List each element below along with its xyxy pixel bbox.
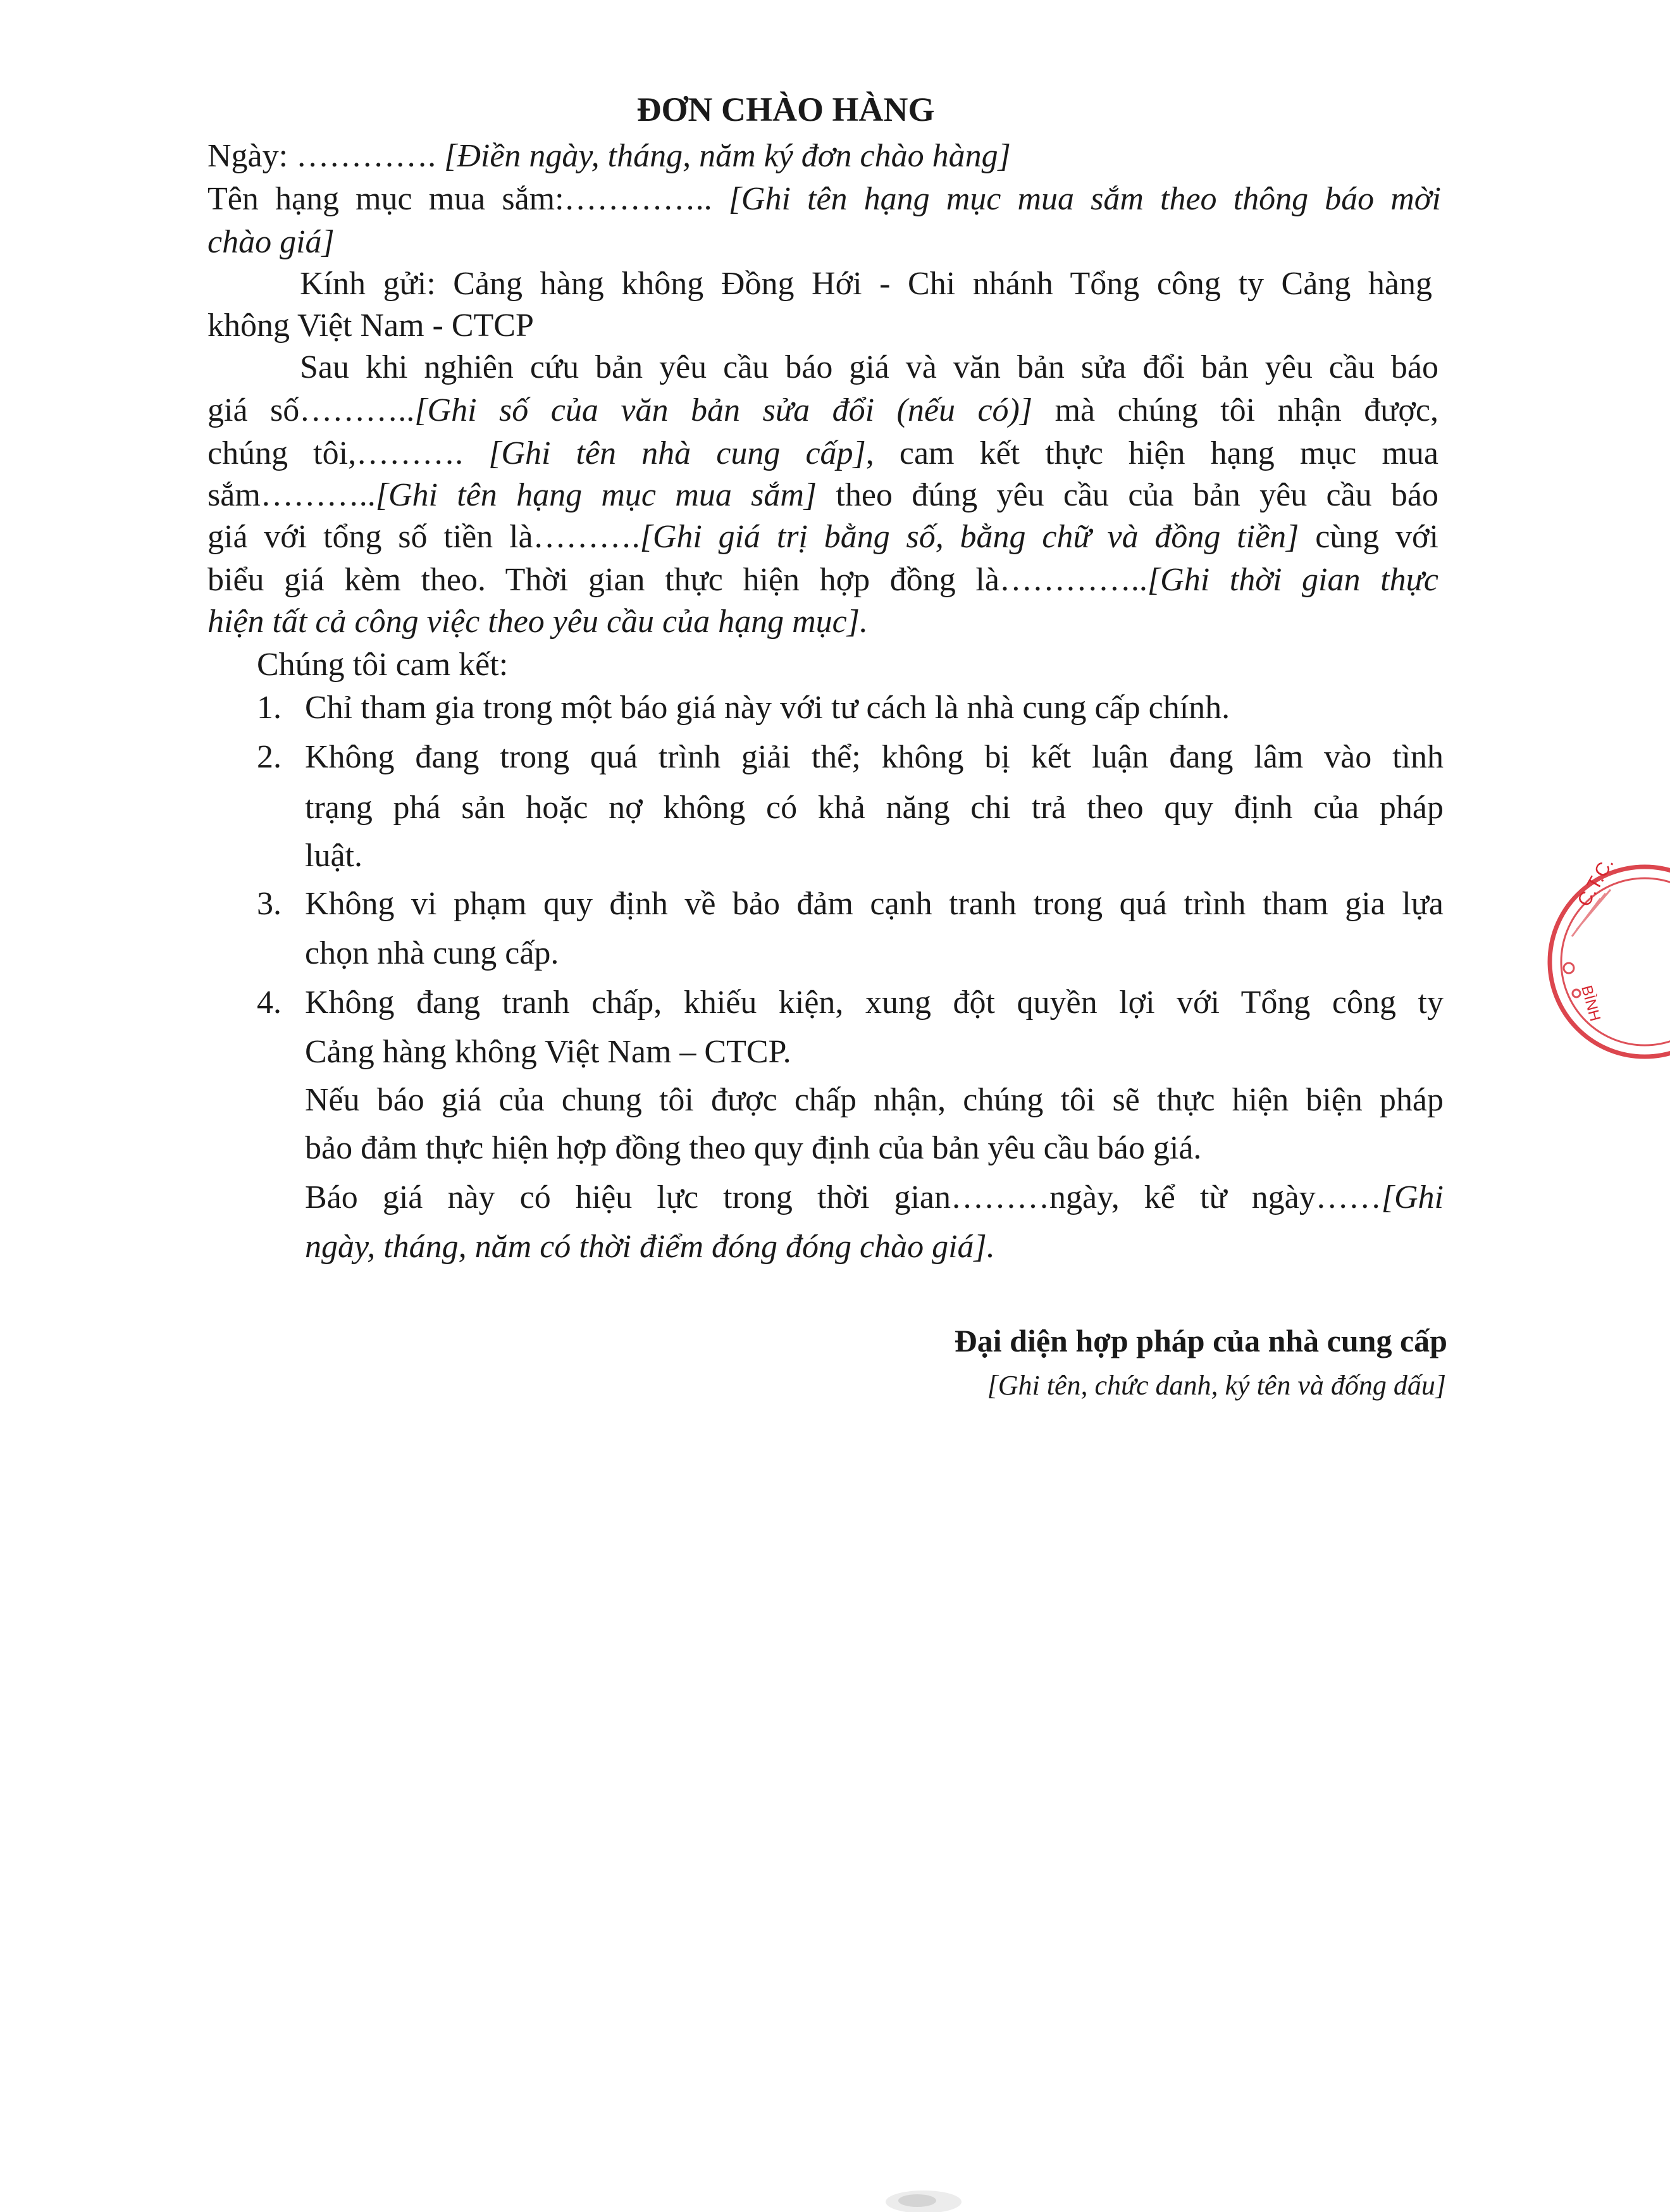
commit-2-line-1: Không đang trong quá trình giải thể; không bị kết luận đang lâm vào tình (305, 739, 1444, 775)
commit-2-line-2: trạng phá sản hoặc nợ không có khả năng chi trả theo quy định của pháp (305, 790, 1444, 826)
item-note-cont: chào giá] (207, 224, 335, 260)
amendment-note: [Ghi số của văn bản sửa đổi (nếu có)] (414, 392, 1033, 428)
commit-3-line-1: Không vi phạm quy định về bảo đảm cạnh tranh trong quá trình tham gia lựa (305, 886, 1444, 922)
guarantee-line-1: Nếu báo giá của chung tôi được chấp nhận, chúng tôi sẽ thực hiện biện pháp (305, 1082, 1444, 1118)
item-note: [Ghi tên hạng mục mua sắm theo thông báo mời (728, 181, 1442, 217)
supplier-note: [Ghi tên nhà cung cấp] (488, 435, 866, 471)
body-line-3: chúng tôi,………. [Ghi tên nhà cung cấp], cam kết thực hiện hạng mục mua (207, 435, 1438, 471)
commit-number-2: 2. (257, 739, 281, 775)
commit-1-line-1: Chỉ tham gia trong một báo giá này với tư cách là nhà cung cấp chính. (305, 690, 1230, 726)
body-line-4: sắm………..[Ghi tên hạng mục mua sắm] theo đúng yêu cầu của bản yêu cầu báo (207, 477, 1439, 513)
validity-line-2: ngày, tháng, năm có thời điểm đóng đóng chào giá]. (305, 1229, 995, 1265)
scan-smudge (873, 2164, 974, 2212)
commit-number-3: 3. (257, 886, 281, 922)
date-note: [Điền ngày, tháng, năm ký đơn chào hàng] (444, 138, 1011, 174)
item-line-1 (207, 178, 1441, 220)
body-line-7: hiện tất cả công việc theo yêu cầu của hạng mục]. (207, 604, 868, 640)
procurement-item-note: [Ghi tên hạng mục mua sắm] (375, 477, 817, 513)
signature-note: [Ghi tên, chức danh, ký tên và đống dấu] (987, 1370, 1446, 1401)
body-line-2: giá số………..[Ghi số của văn bản sửa đổi (nếu có)] mà chúng tôi nhận được, (207, 392, 1438, 428)
body-line-1: Sau khi nghiên cứu bản yêu cầu báo giá và văn bản sửa đổi bản yêu cầu báo (300, 349, 1438, 385)
commit-number-4: 4. (257, 985, 281, 1021)
document-title: ĐƠN CHÀO HÀNG (636, 90, 935, 128)
body-line-5: giá với tổng số tiền là……….[Ghi giá trị bằng số, bằng chữ và đồng tiền] cùng với (207, 519, 1438, 555)
recipient-line-1: Kính gửi: Cảng hàng không Đồng Hới - Chi nhánh Tổng công ty Cảng hàng (300, 266, 1432, 302)
signature-title: Đại diện hợp pháp của nhà cung cấp (954, 1323, 1447, 1358)
guarantee-line-2: bảo đảm thực hiện hợp đồng theo quy định của bản yêu cầu báo giá. (305, 1130, 1202, 1166)
price-note: [Ghi giá trị bằng số, bằng chữ và đồng tiền] (640, 519, 1299, 555)
company-seal-icon (1518, 854, 1670, 1063)
body-line-6: biểu giá kèm theo. Thời gian thực hiện hợp đồng là…………..[Ghi thời gian thực (207, 562, 1439, 598)
svg-text:BÌNH: BÌNH (1578, 983, 1604, 1023)
duration-note: [Ghi thời gian thực (1147, 562, 1439, 598)
item-label: Tên hạng mục mua sắm:………….. (207, 181, 712, 217)
commit-number-1: 1. (257, 690, 281, 726)
commit-4-line-2: Cảng hàng không Việt Nam – CTCP. (305, 1034, 791, 1070)
commit-2-line-3: luật. (305, 838, 362, 874)
commit-3-line-2: chọn nhà cung cấp. (305, 935, 559, 971)
date-line (207, 135, 1011, 177)
recipient-line-2: không Việt Nam - CTCP (207, 308, 534, 344)
commit-4-line-1: Không đang tranh chấp, khiếu kiện, xung đột quyền lợi với Tổng công ty (305, 985, 1444, 1021)
validity-line-1: Báo giá này có hiệu lực trong thời gian………ngày, kể từ ngày……[Ghi (305, 1179, 1444, 1215)
svg-text:C.T.C.: C.T.C. (1573, 854, 1618, 910)
date-label: Ngày: …………. (207, 138, 436, 174)
commit-heading: Chúng tôi cam kết: (257, 647, 509, 683)
